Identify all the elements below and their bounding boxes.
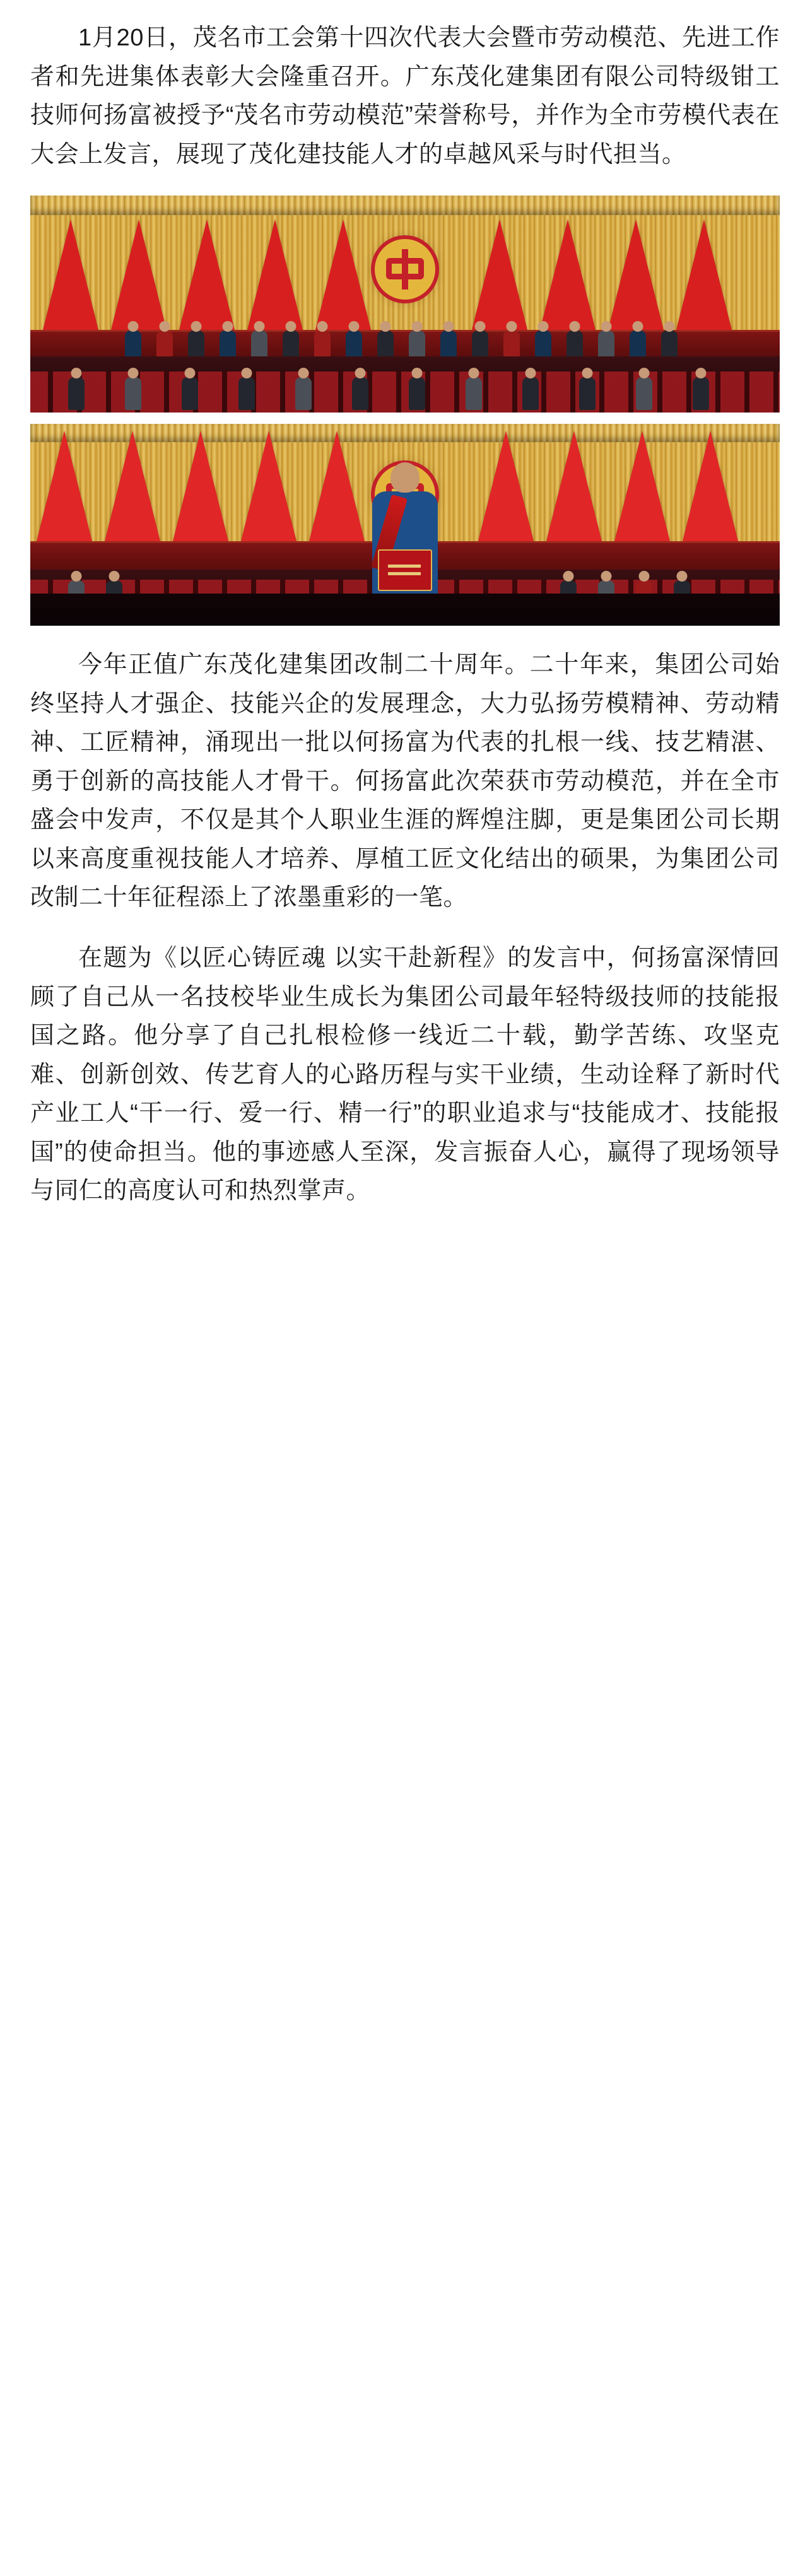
honor-certificate bbox=[378, 549, 432, 591]
curtain-top bbox=[30, 196, 780, 215]
audience-area bbox=[30, 356, 780, 413]
photo-award-ceremony bbox=[30, 196, 780, 413]
figure-1 bbox=[30, 196, 780, 413]
figure-spacer bbox=[30, 637, 780, 646]
paragraph-2: 今年正值广东茂化建集团改制二十周年。二十年来，集团公司始终坚持人才强企、技能兴企的发展理念，大力弘扬劳模精神、劳动精神、工匠精神，涌现出一批以何扬富为代表的扎根一线、技艺精湛、勇于创新的高技能人才骨干。何扬富此次荣获市劳动模范，并在全市盛会中发声，不仅是其个人职业生涯的辉煌注脚，更是集团公司长期以来高度重视技能人才培养、厚植工匠文化结出的硕果，为集团公司改制二十年征程添上了浓墨重彩的一笔。 bbox=[30, 652, 780, 911]
figure-2 bbox=[30, 424, 780, 626]
paragraph-3: 在题为《以匠心铸匠魂 以实干赴新程》的发言中，何扬富深情回顾了自己从一名技校毕业生成长为集团公司最年轻特级技师的技能报国之路。他分享了自己扎根检修一线近二十载，勤学苦练、攻坚克难、创新创效、传艺育人的心路历程与实干业绩，生动诠释了新时代产业工人“干一行、爱一行、精一行”的职业追求与“技能成才、技能报国”的使命担当。他的事迹感人至深，发言振奋人心，赢得了现场领导与同仁的高度认可和热烈掌声。 bbox=[30, 945, 780, 1205]
foreground-seating bbox=[30, 594, 780, 626]
paragraph-1: 1月20日，茂名市工会第十四次代表大会暨市劳动模范、先进工作者和先进集体表彰大会隆重召开。广东茂化建集团有限公司特级钳工技师何扬富被授予“茂名市劳动模范”荣誉称号，并作为全市劳模代表在大会上发言，展现了茂化建技能人才的卓越风采与时代担当。 bbox=[30, 25, 780, 168]
stage-floor bbox=[30, 330, 780, 358]
union-emblem-icon bbox=[375, 239, 435, 300]
article-body bbox=[0, 0, 810, 1258]
photo-honoree bbox=[30, 424, 780, 626]
